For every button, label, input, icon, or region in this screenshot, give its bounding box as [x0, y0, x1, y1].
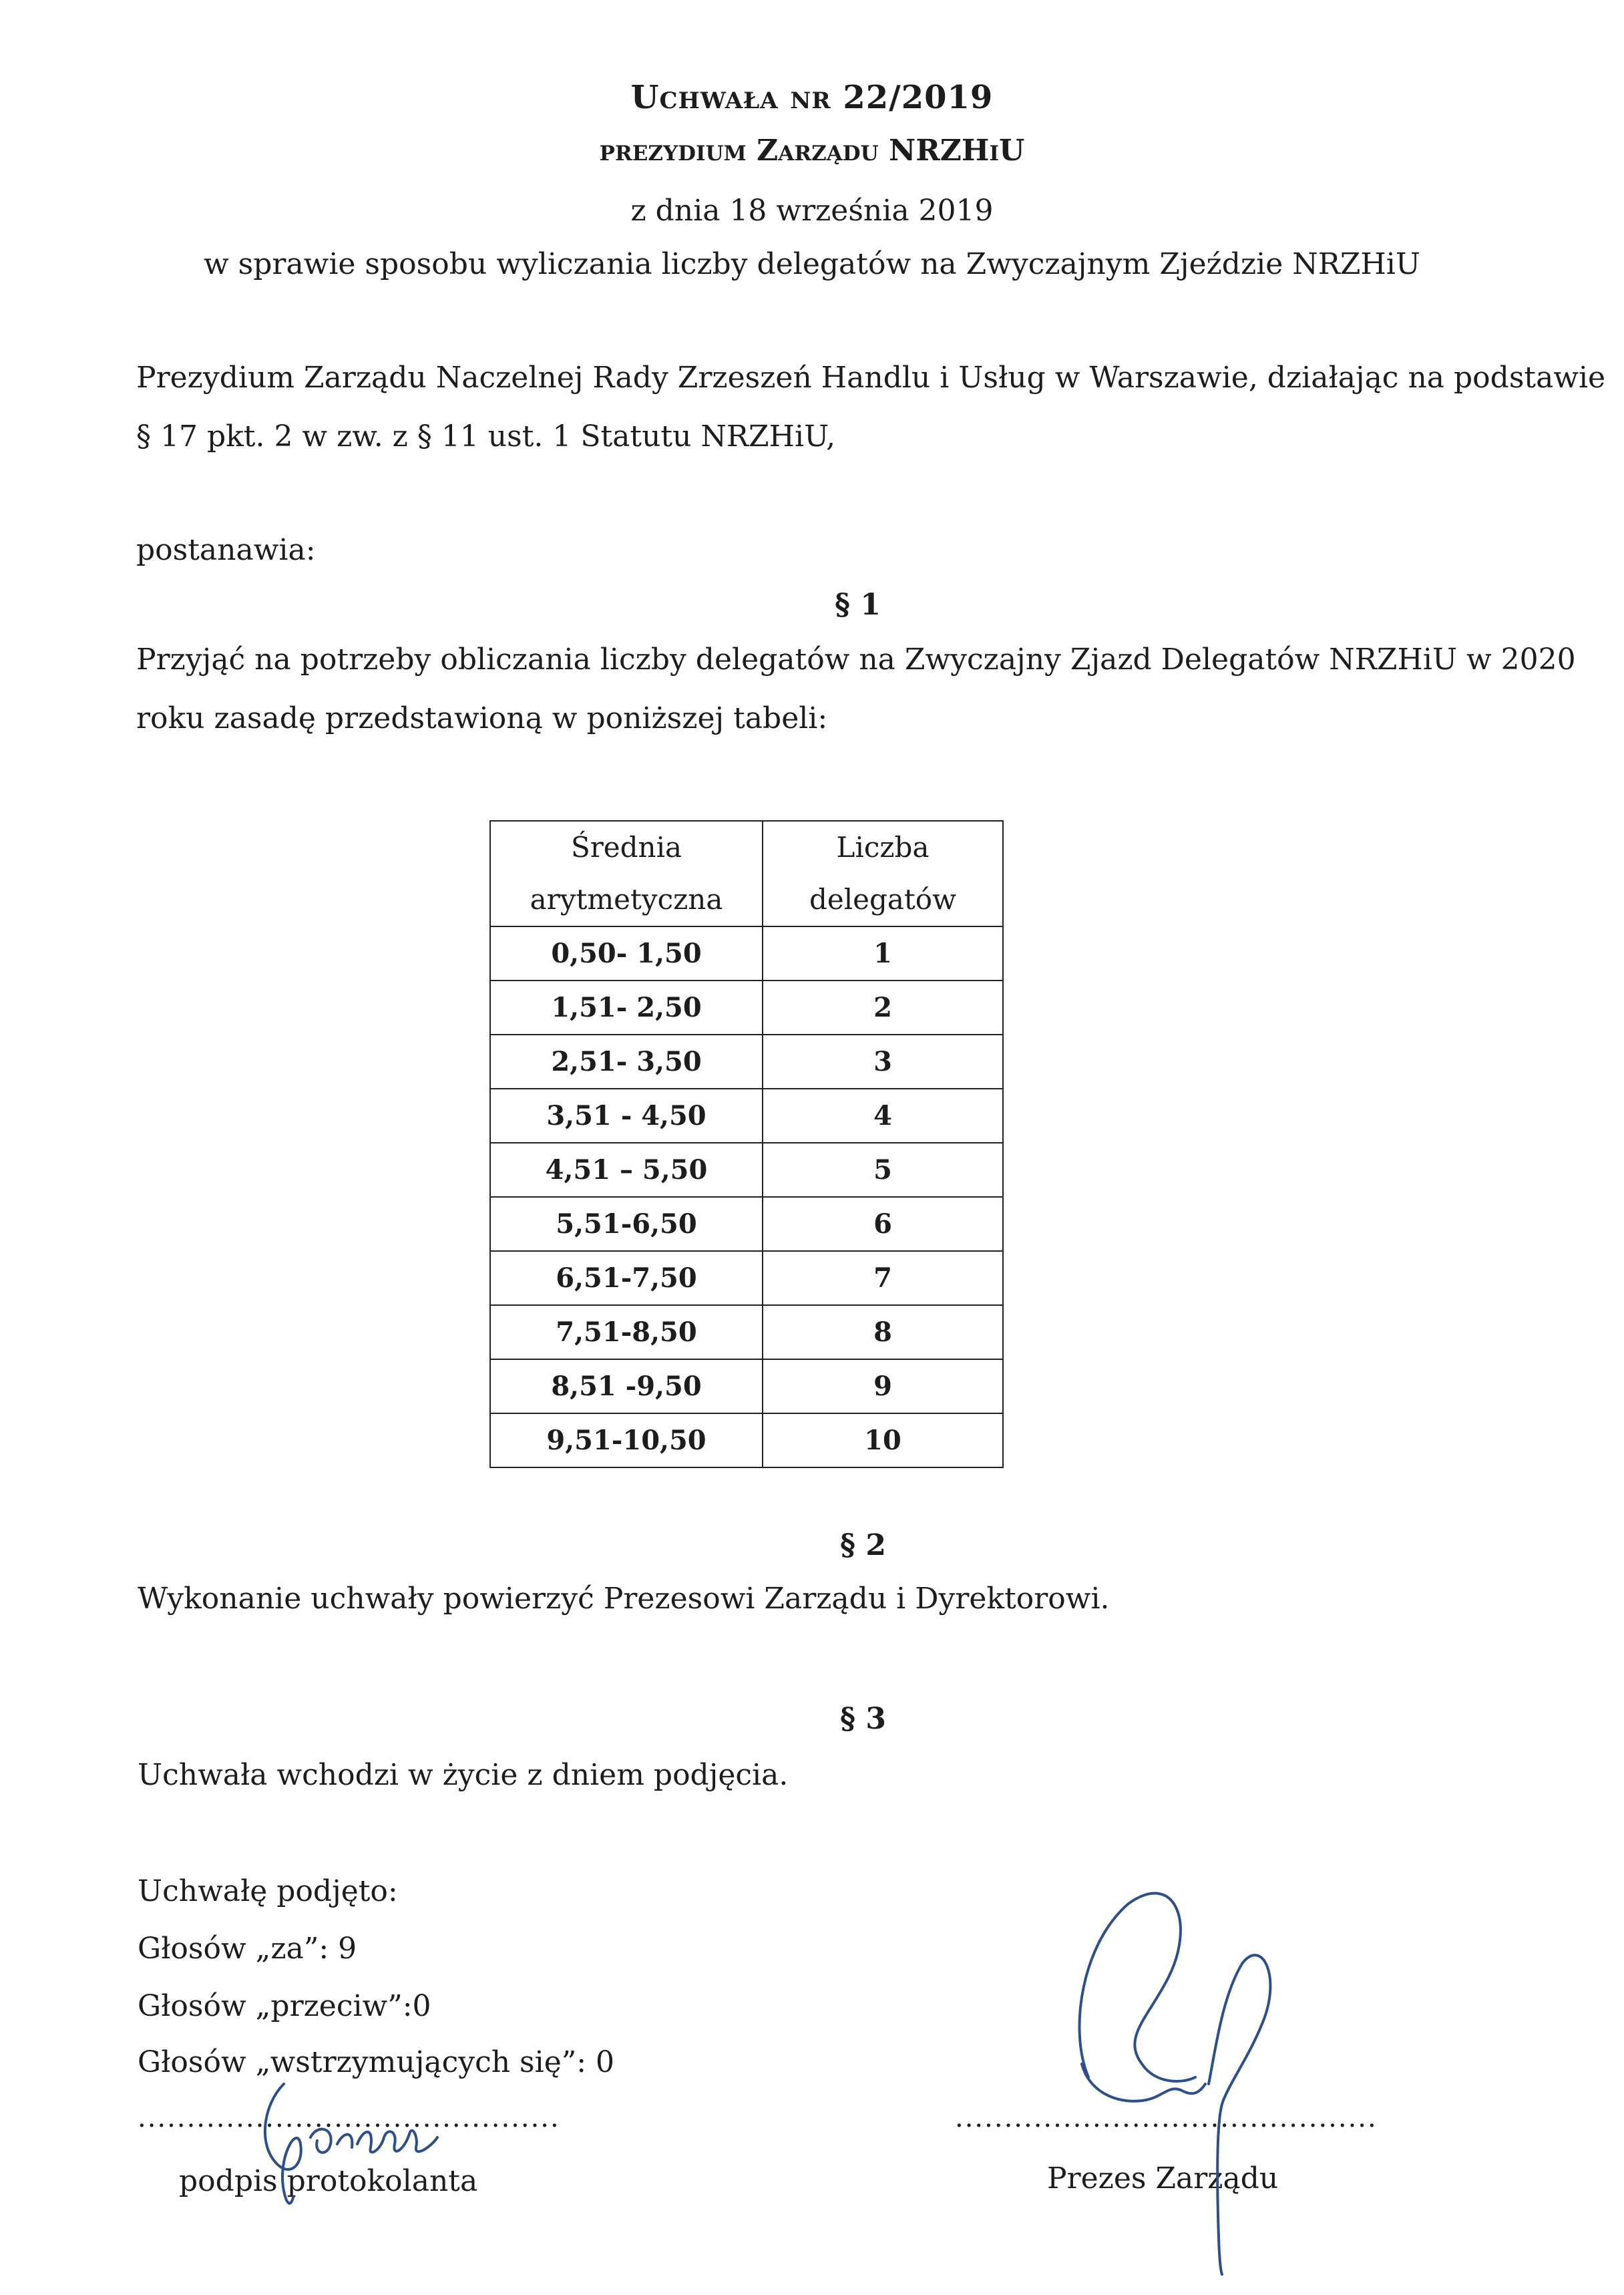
table-header-row — [490, 821, 1003, 926]
left-signature-label: podpis protokolanta — [179, 2164, 478, 2198]
resolution-date: z dnia 18 września 2019 — [630, 194, 994, 228]
section-3-mark: § 3 — [840, 1702, 886, 1736]
handwritten-signature-president — [1042, 1864, 1295, 2278]
range-cell: 7,51-8,50 — [490, 1305, 763, 1359]
header-delegates-line-2: delegatów — [809, 883, 957, 916]
range-cell: 1,51- 2,50 — [490, 981, 763, 1035]
range-cell: 8,51 -9,50 — [490, 1359, 763, 1413]
section-2-text: Wykonanie uchwały powierzyć Prezesowi Zarządu i Dyrektorowi. — [138, 1582, 1110, 1616]
votes-abstain: Głosów „wstrzymujących się”: 0 — [138, 2045, 615, 2079]
header-delegates-line-1: Liczba — [836, 831, 930, 864]
count-cell: 5 — [763, 1143, 1003, 1197]
preamble-line-2: § 17 pkt. 2 w zw. z § 11 ust. 1 Statutu NRZHiU, — [136, 419, 836, 454]
range-cell: 2,51- 3,50 — [490, 1035, 763, 1089]
table-row — [490, 1251, 1003, 1305]
range-cell: 3,51 - 4,50 — [490, 1089, 763, 1143]
count-cell: 7 — [763, 1251, 1003, 1305]
count-cell: 8 — [763, 1305, 1003, 1359]
count-cell: 4 — [763, 1089, 1003, 1143]
count-cell: 1 — [763, 926, 1003, 981]
votes-for: Głosów „za”: 9 — [138, 1932, 357, 1966]
preamble-line-1: Prezydium Zarządu Naczelnej Rady Zrzeszeń Handlu i Usług w Warszawie, działając na podstawie — [136, 361, 1606, 395]
table-row — [490, 981, 1003, 1035]
resolution-topic: w sprawie sposobu wyliczania liczby delegatów na Zwyczajnym Zjeździe NRZHiU — [204, 247, 1420, 281]
count-cell: 6 — [763, 1197, 1003, 1251]
range-cell: 4,51 – 5,50 — [490, 1143, 763, 1197]
header-delegates — [763, 821, 1003, 926]
header-average-line-2: arytmetyczna — [530, 883, 723, 916]
voting-heading: Uchwałę podjęto: — [138, 1874, 398, 1908]
table-row — [490, 1305, 1003, 1359]
range-cell: 9,51-10,50 — [490, 1413, 763, 1467]
table-row — [490, 1143, 1003, 1197]
header-average — [490, 821, 763, 926]
range-cell: 6,51-7,50 — [490, 1251, 763, 1305]
table-row — [490, 1413, 1003, 1467]
resolution-title: Uchwała nr 22/2019 — [630, 79, 994, 116]
table-row — [490, 926, 1003, 981]
table-row — [490, 1089, 1003, 1143]
votes-against: Głosów „przeciw”:0 — [138, 1989, 431, 2023]
decides-label: postanawia: — [136, 533, 316, 567]
delegates-table — [489, 820, 1004, 1468]
resolution-issuer: prezydium Zarządu NRZHiU — [599, 134, 1025, 168]
count-cell: 10 — [763, 1413, 1003, 1467]
count-cell: 9 — [763, 1359, 1003, 1413]
table-row — [490, 1197, 1003, 1251]
range-cell: 5,51-6,50 — [490, 1197, 763, 1251]
section-2-mark: § 2 — [840, 1528, 886, 1562]
header-average-line-1: Średnia — [570, 831, 682, 864]
left-signature-line: ........................................... — [138, 2103, 560, 2133]
table-row — [490, 1035, 1003, 1089]
section-1-line-2: roku zasadę przedstawioną w poniższej tabeli: — [136, 701, 828, 735]
table-row — [490, 1359, 1003, 1413]
section-1-line-1: Przyjąć na potrzeby obliczania liczby delegatów na Zwyczajny Zjazd Delegatów NRZHiU w 2020 — [136, 643, 1576, 677]
section-3-text: Uchwała wchodzi w życie z dniem podjęcia. — [138, 1758, 789, 1792]
count-cell: 2 — [763, 981, 1003, 1035]
section-1-mark: § 1 — [835, 588, 881, 622]
count-cell: 3 — [763, 1035, 1003, 1089]
right-signature-label: Prezes Zarządu — [1047, 2161, 1279, 2195]
right-signature-line: ........................................... — [955, 2103, 1378, 2133]
range-cell: 0,50- 1,50 — [490, 926, 763, 981]
